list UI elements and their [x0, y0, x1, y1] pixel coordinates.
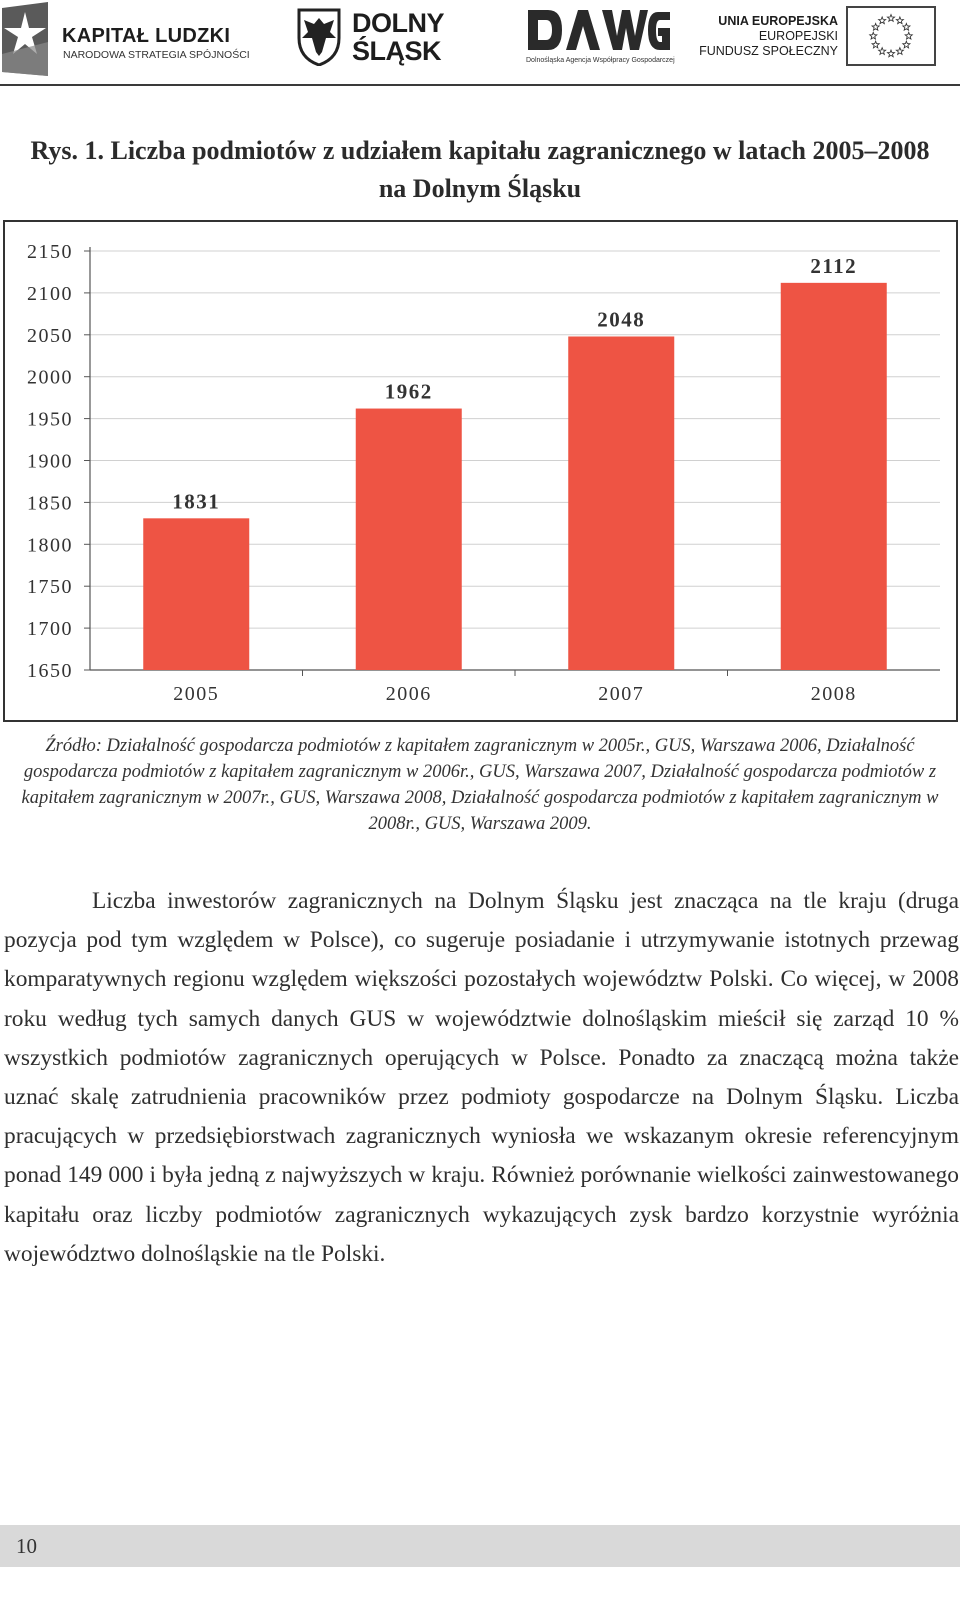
eu-star-icon	[903, 41, 910, 48]
y-tick-label: 2100	[27, 282, 73, 305]
eu-line3: FUNDUSZ SPOŁECZNY	[699, 44, 838, 58]
figure-caption-line1: Rys. 1. Liczba podmiotów z udziałem kapitału zagranicznego w latach 2005–2008	[30, 136, 930, 165]
bar-value-label: 1831	[172, 489, 221, 514]
y-tick-label: 1800	[27, 534, 73, 557]
bar-value-label: 2112	[810, 253, 858, 278]
x-tick-label: 2005	[173, 683, 220, 705]
header-divider	[0, 84, 960, 86]
bar-2006	[356, 409, 462, 670]
eu-star-icon	[887, 15, 894, 22]
kapital-ludzki-subtitle: NARODOWA STRATEGIA SPÓJNOŚCI	[63, 49, 250, 61]
eu-line2: EUROPEJSKI	[758, 29, 838, 43]
dolny-slask-line1: DOLNY	[352, 8, 444, 38]
bar-2007	[568, 336, 674, 670]
eu-star-icon	[870, 32, 877, 39]
eu-star-icon	[903, 23, 910, 30]
eu-star-icon	[896, 17, 903, 24]
dawg-logo	[526, 8, 686, 72]
x-tick-label: 2008	[810, 683, 857, 705]
eu-star-icon	[887, 50, 894, 57]
bar-chart-canvas	[5, 222, 956, 720]
y-tick-label: 1900	[27, 450, 73, 473]
eu-star-icon	[896, 48, 903, 55]
eu-line1: UNIA EUROPEJSKA	[718, 14, 838, 28]
dawg-subtitle: Dolnośląska Agencja Współpracy Gospodarczej	[526, 57, 675, 64]
y-tick-label: 1950	[27, 408, 73, 431]
dawg-letters-icon	[526, 8, 672, 52]
y-tick-label: 2000	[27, 366, 73, 389]
y-tick-label: 2150	[27, 241, 73, 263]
y-tick-label: 1850	[27, 492, 73, 515]
bar-2008	[781, 283, 887, 670]
kapital-ludzki-logo	[0, 2, 250, 78]
eu-star-icon	[872, 23, 879, 30]
bar-chart	[3, 220, 958, 722]
kapital-ludzki-mark-icon	[2, 2, 48, 76]
bar-value-label: 2048	[597, 307, 646, 332]
dolny-slask-logo	[296, 8, 476, 72]
source-note: Źródło: Działalność gospodarcza podmiotów z kapitałem zagranicznym w 2005r., GUS, Warszawa 2006, Działalność gospodarcza podmiotów z kapitałem zagranicznym w 2006r., GUS, Warszawa 2007, Działalność gospodarcza podmiotów z kapitałem zagranicznym w 2007r., GUS, Warszawa 2008, Działalność gospodarcza podmiotów z kapitałem zagranicznym w 2008r., GUS, Warszawa 2009.	[21, 736, 939, 834]
page-header	[0, 0, 960, 84]
y-tick-label: 2050	[27, 324, 73, 347]
eu-star-icon	[872, 41, 879, 48]
kapital-ludzki-title: KAPITAŁ LUDZKI	[62, 25, 231, 47]
eu-flag-icon	[846, 6, 936, 66]
bar-2005	[143, 518, 249, 670]
y-tick-label: 1750	[27, 576, 73, 599]
x-tick-label: 2006	[385, 683, 432, 705]
y-tick-label: 1700	[27, 618, 73, 641]
eu-star-icon	[905, 32, 912, 39]
eu-star-icon	[879, 17, 886, 24]
figure-caption	[0, 132, 960, 208]
y-tick-label: 1650	[27, 660, 73, 682]
eu-logo	[699, 6, 960, 72]
dolny-slask-line2: ŚLĄSK	[352, 36, 442, 66]
figure-caption-line2: na Dolnym Śląsku	[378, 174, 582, 203]
page-number: 10	[16, 1534, 37, 1558]
x-tick-label: 2007	[598, 683, 645, 705]
page-footer	[0, 1525, 960, 1567]
body-paragraph: Liczba inwestorów zagranicznych na Dolnym Śląsku jest znacząca na tle kraju (druga pozycja pod tym względem w Polsce), co sugeruje posiadanie i utrzymywanie istotnych przewag komparatywnych regionu względem większości pozostałych województw Polski. Co więcej, w 2008 roku według tych samych danych GUS w województwie dolnośląskim mieścił się zarząd 10 % wszystkich podmiotów zagranicznych operujących w Polsce. Ponadto za znaczącą można także uznać skalę zatrudnienia pracowników przez podmioty gospodarcze na Dolnym Śląsku. Liczba pracujących w przedsiębiorstwach zagranicznych wyniosła we wskazanym okresie referencyjnym ponad 149 000 i była jedną z najwyższych w kraju. Również porównanie wielkości zainwestowanego kapitału oraz liczby podmiotów zagranicznych wykazujących zysk bardzo korzystnie wyróżnia województwo dolnośląskie na tle Polski.	[4, 888, 959, 1267]
eu-star-icon	[879, 48, 886, 55]
bar-value-label: 1962	[384, 379, 433, 404]
eagle-crest-icon	[296, 8, 342, 66]
